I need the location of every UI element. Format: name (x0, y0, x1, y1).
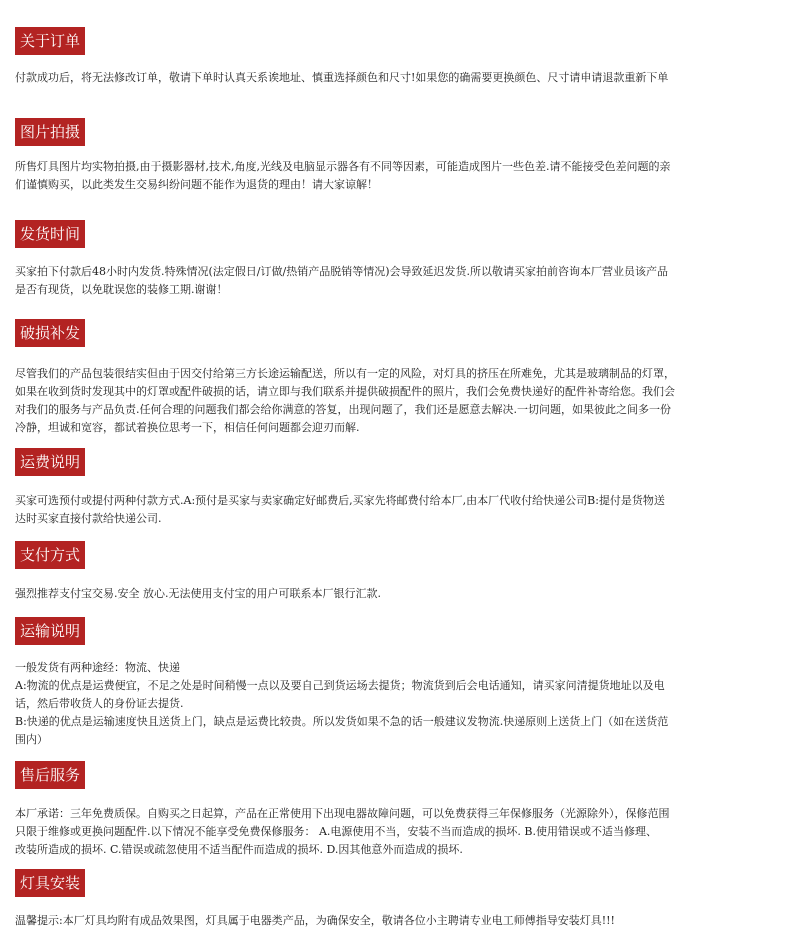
text-line: 本厂承诺：三年免费质保。自购买之日起算，产品在正常使用下出现电器故障问题，可以免费获得三年保修服务（光源除外），保修范围 (15, 807, 670, 820)
text-line: 付款成功后，将无法修改订单，敬请下单时认真天系诶地址、慎重选择颜色和尺寸!如果您的确需要更换颜色、尺寸请申请退款重新下单 (15, 71, 669, 84)
text-line: 尽管我们的产品包装很结实但由于因交付给第三方长途运输配送，所以有一定的风险，对灯具的挤压在所难免，尤其是玻璃制品的灯罩， (15, 367, 675, 380)
section-text-order (15, 69, 743, 87)
text-line: 是否有现货，以免耽误您的装修工期.谢谢！ (15, 283, 228, 296)
section-text-freight (15, 492, 743, 528)
text-line: 所售灯具图片均实物拍摄,由于摄影器材,技术,角度,光线及电脑显示器各有不同等因素，可能造成图片一些色差.请不能接受色差问题的亲 (15, 160, 671, 173)
text-line: 强烈推荐支付宝交易.安全 放心.无法使用支付宝的用户可联系本厂银行汇款. (15, 587, 381, 600)
section-heading-photos: 图片拍摄 (15, 118, 85, 146)
section-heading-after-sales: 售后服务 (15, 761, 85, 789)
text-line: 一般发货有两种途经：物流、快递 (15, 661, 180, 674)
text-line: 买家可选预付或提付两种付款方式.A:预付是买家与卖家确定好邮费后,买家先将邮费付给本厂,由本厂代收付给快递公司B:提付是货物送 (15, 494, 665, 507)
text-line: B:快递的优点是运输速度快且送货上门，缺点是运费比较贵。所以发货如果不急的话一般建议发物流.快递原则上送货上门（如在送货范 (15, 715, 669, 728)
text-line: 围内） (15, 733, 48, 746)
section-text-shipping-time (15, 263, 743, 299)
text-line: A:物流的优点是运费便宜，不足之处是时间稍慢一点以及要自己到货运场去提货；物流货到后会电话通知，请买家问清提货地址以及电 (15, 679, 665, 692)
text-line: 温馨提示:本厂灯具均附有成品效果图，灯具属于电器类产品，为确保安全，敬请各位小主聘请专业电工师傅指导安装灯具!!! (15, 914, 615, 927)
section-text-transport (15, 659, 743, 749)
section-text-photos (15, 158, 743, 194)
text-line: 改装所造成的损坏. C.错误或疏忽使用不适当配件而造成的损坏. D.因其他意外而造成的损坏. (15, 843, 463, 856)
section-heading-installation: 灯具安装 (15, 869, 85, 897)
section-text-damage (15, 365, 743, 437)
text-line: 买家拍下付款后48小时内发货.特殊情况(法定假日/订做/热销产品脱销等情况)会导致延迟发货.所以敬请买家拍前咨询本厂营业员该产品 (15, 265, 668, 278)
section-heading-shipping-time: 发货时间 (15, 220, 85, 248)
section-text-after-sales (15, 805, 743, 859)
text-line: 冷静，坦诚和宽容，都试着换位思考一下，相信任何问题都会迎刃而解. (15, 421, 360, 434)
section-heading-freight: 运费说明 (15, 448, 85, 476)
section-heading-payment: 支付方式 (15, 541, 85, 569)
section-heading-damage: 破损补发 (15, 319, 85, 347)
text-line: 只限于维修或更换问题配件.以下情况不能享受免费保修服务： A.电源使用不当，安装不当而造成的损坏. B.使用错误或不适当修理、 (15, 825, 658, 838)
text-line: 话，然后带收货人的身份证去提货. (15, 697, 184, 710)
section-text-payment (15, 585, 743, 603)
text-line: 们谨慎购买，以此类发生交易纠纷问题不能作为退货的理由！请大家谅解！ (15, 178, 378, 191)
section-text-installation (15, 912, 743, 930)
text-line: 对我们的服务与产品负责.任何合理的问题我们都会给你满意的答复，出现问题了，我们还是愿意去解决.一切问题，如果彼此之间多一份 (15, 403, 671, 416)
section-heading-order: 关于订单 (15, 27, 85, 55)
text-line: 如果在收到货时发现其中的灯罩或配件破损的话，请立即与我们联系并提供破损配件的照片，我们会免费快递好的配件补寄给您。我们会 (15, 385, 675, 398)
text-line: 达时买家直接付款给快递公司. (15, 512, 162, 525)
section-heading-transport: 运输说明 (15, 617, 85, 645)
